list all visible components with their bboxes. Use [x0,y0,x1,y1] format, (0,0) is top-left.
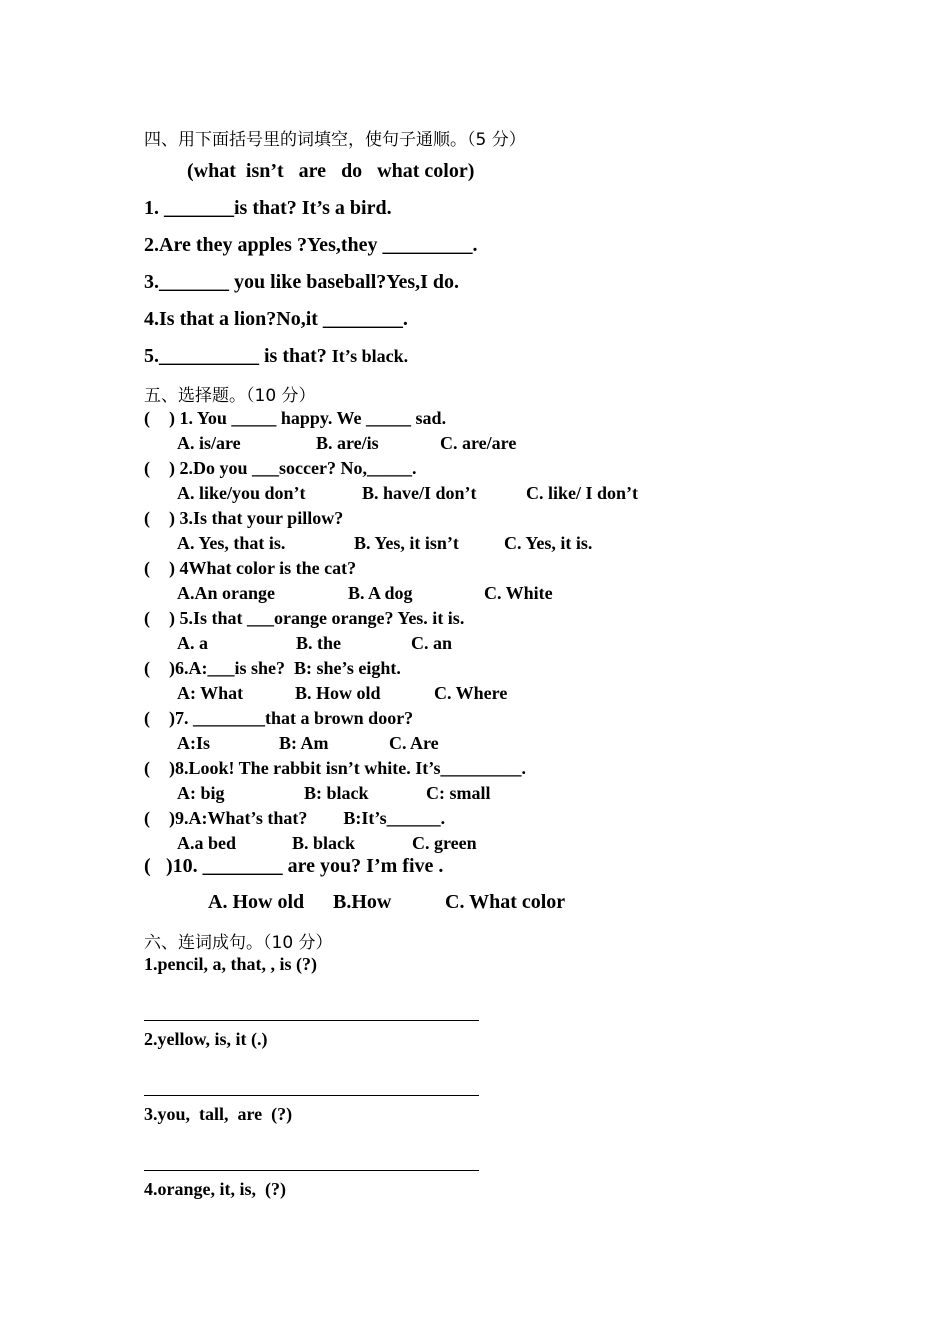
choice-10-option-a: A. How old [208,891,305,913]
choice-4-question: ) 4What color is the cat? [169,558,357,578]
section-5-heading: 五、选择题。（10 分） [144,386,316,406]
choice-8-option-c: C: small [426,783,491,803]
fill-question-1: 1. _______is that? It’s a bird. [144,197,392,219]
choice-10-question: )10. ________ are you? I’m five . [166,855,444,877]
choice-8-option-a: A: big [177,783,225,803]
reorder-question-2: 2.yellow, is, it (.) [144,1029,268,1049]
choice-4-option-a: A.An orange [177,583,275,603]
fill-question-5-stem: 5.__________ is that? [144,345,332,367]
choice-6-question: )6.A:___is she? B: she’s eight. [169,658,401,678]
answer-line-3 [144,1170,479,1171]
choice-2-option-b: B. have/I don’t [362,483,477,503]
choice-5-paren: ( [144,608,150,628]
choice-5-option-c: C. an [411,633,453,653]
choice-9-paren: ( [144,808,150,828]
choice-8-question: )8.Look! The rabbit isn’t white. It’s_________. [169,758,527,778]
choice-1-option-c: C. are/are [440,433,517,453]
answer-line-1 [144,1020,479,1021]
choice-10-option-b: B.How [333,891,392,913]
choice-9-option-b: B. black [292,833,356,853]
choice-1-paren: ( [144,408,150,428]
choice-3-option-c: C. Yes, it is. [504,533,593,553]
choice-2-question: ) 2.Do you ___soccer? No,_____. [169,458,417,478]
reorder-question-4: 4.orange, it, is, (?) [144,1179,286,1199]
choice-9-question: )9.A:What’s that? B:It’s______. [169,808,446,828]
fill-question-4: 4.Is that a lion?No,it ________. [144,308,408,330]
choice-6-paren: ( [144,658,150,678]
choice-10-option-c: C. What color [445,891,566,913]
reorder-question-1: 1.pencil, a, that, , is (?) [144,954,317,974]
choice-3-question: ) 3.Is that your pillow? [169,508,344,528]
choice-3-paren: ( [144,508,150,528]
fill-question-5 [144,345,408,368]
choice-9-option-c: C. green [412,833,477,853]
choice-1-question: ) 1. You _____ happy. We _____ sad. [169,408,447,428]
reorder-question-3: 3.you, tall, are (?) [144,1104,293,1124]
fill-question-2: 2.Are they apples ?Yes,they _________. [144,234,478,256]
choice-4-option-b: B. A dog [348,583,413,603]
choice-7-paren: ( [144,708,150,728]
choice-5-question: ) 5.Is that ___orange orange? Yes. it is. [169,608,465,628]
choice-2-paren: ( [144,458,150,478]
answer-line-2 [144,1095,479,1096]
choice-5-option-b: B. the [296,633,341,653]
choice-2-option-c: C. like/ I don’t [526,483,639,503]
choice-10-paren: ( [144,855,151,877]
choice-6-option-b: B. How old [295,683,381,703]
word-bank: (what isn’t are do what color) [187,160,475,182]
choice-7-option-a: A:Is [177,733,211,753]
fill-question-5-answer: It’s black. [331,346,409,366]
choice-7-option-b: B: Am [279,733,329,753]
choice-4-option-c: C. White [484,583,553,603]
choice-3-option-b: B. Yes, it isn’t [354,533,459,553]
choice-8-paren: ( [144,758,150,778]
section-4-heading: 四、用下面括号里的词填空，使句子通顺。（5 分） [144,130,526,150]
choice-4-paren: ( [144,558,150,578]
choice-2-option-a: A. like/you don’t [177,483,306,503]
fill-question-3: 3._______ you like baseball?Yes,I do. [144,271,460,293]
choice-8-option-b: B: black [304,783,369,803]
choice-7-question: )7. ________that a brown door? [169,708,414,728]
section-6-heading: 六、连词成句。（10 分） [144,933,333,953]
choice-1-option-b: B. are/is [316,433,379,453]
choice-1-option-a: A. is/are [177,433,241,453]
choice-3-option-a: A. Yes, that is. [177,533,286,553]
choice-9-option-a: A.a bed [177,833,237,853]
choice-6-option-a: A: What [177,683,244,703]
choice-5-option-a: A. a [177,633,208,653]
choice-6-option-c: C. Where [434,683,508,703]
choice-7-option-c: C. Are [389,733,439,753]
